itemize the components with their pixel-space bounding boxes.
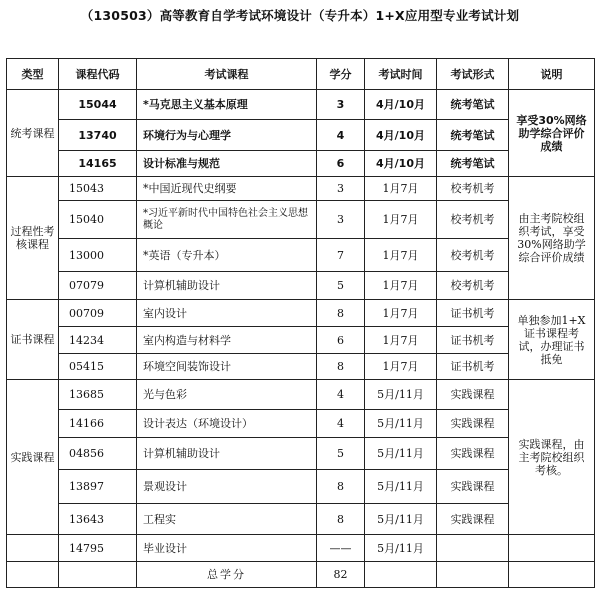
course-name: 室内构造与材料学 [137,327,317,354]
exam-form: 统考笔试 [437,90,509,120]
exam-time: 5月/11月 [365,438,437,470]
exam-form: 统考笔试 [437,120,509,151]
exam-form: 校考机考 [437,201,509,239]
exam-form [437,535,509,562]
category-cell: 实践课程 [7,380,59,535]
table-row [7,380,595,410]
header-category: 类型 [7,59,59,90]
total-empty-cell [7,562,59,588]
header-course-code: 课程代码 [59,59,137,90]
total-empty-cell [509,562,595,588]
exam-time: 5月/11月 [365,535,437,562]
course-code: 14795 [59,535,137,562]
course-name: 计算机辅助设计 [137,272,317,300]
total-row [7,562,595,588]
course-code: 04856 [59,438,137,470]
table-row [7,272,595,300]
table-row [7,239,595,272]
course-code: 00709 [59,300,137,327]
credit: 5 [317,438,365,470]
credit: 5 [317,272,365,300]
table-row [7,354,595,380]
credit: 3 [317,90,365,120]
table-row [7,90,595,120]
total-empty-cell [59,562,137,588]
header-exam-form: 考试形式 [437,59,509,90]
table-row [7,470,595,504]
credit: 8 [317,300,365,327]
total-empty-cell [437,562,509,588]
credit: —— [317,535,365,562]
header-credit: 学分 [317,59,365,90]
course-name: 计算机辅助设计 [137,438,317,470]
course-name: 室内设计 [137,300,317,327]
page-title: （130503）高等教育自学考试环境设计（专升本）1+X应用型专业考试计划 [80,8,520,23]
exam-form: 实践课程 [437,504,509,535]
exam-form: 实践课程 [437,470,509,504]
course-code: 14165 [59,151,137,177]
exam-form: 证书机考 [437,300,509,327]
course-code: 05415 [59,354,137,380]
credit: 6 [317,327,365,354]
exam-form: 实践课程 [437,380,509,410]
course-code: 14166 [59,410,137,438]
header-remark: 说明 [509,59,595,90]
course-code: 13685 [59,380,137,410]
exam-time: 4月/10月 [365,90,437,120]
course-name: *中国近现代史纲要 [137,177,317,201]
course-code: 13897 [59,470,137,504]
course-name: 毕业设计 [137,535,317,562]
exam-time: 5月/11月 [365,504,437,535]
credit: 8 [317,504,365,535]
table-row [7,300,595,327]
exam-time: 1月7月 [365,272,437,300]
exam-plan-table [6,58,595,588]
course-name: *马克思主义基本原理 [137,90,317,120]
table-row [7,438,595,470]
exam-time: 1月7月 [365,177,437,201]
credit: 7 [317,239,365,272]
remark-cell: 享受30%网络助学综合评价成绩 [509,90,595,177]
course-code: 15044 [59,90,137,120]
exam-form: 统考笔试 [437,151,509,177]
category-cell: 过程性考核课程 [7,177,59,300]
table-row [7,327,595,354]
exam-form: 校考机考 [437,177,509,201]
credit: 4 [317,410,365,438]
credit: 4 [317,380,365,410]
course-code: 13740 [59,120,137,151]
exam-time: 1月7月 [365,354,437,380]
course-name: 环境空间装饰设计 [137,354,317,380]
table-row [7,535,595,562]
table-row [7,201,595,239]
exam-form: 证书机考 [437,327,509,354]
course-name: 工程实 [137,504,317,535]
total-empty-cell [365,562,437,588]
credit: 4 [317,120,365,151]
exam-time: 5月/11月 [365,410,437,438]
course-code: 13000 [59,239,137,272]
exam-time: 5月/11月 [365,470,437,504]
exam-form: 校考机考 [437,272,509,300]
table-header-row [7,59,595,90]
category-cell: 统考课程 [7,90,59,177]
credit: 8 [317,470,365,504]
exam-form: 校考机考 [437,239,509,272]
exam-time: 1月7月 [365,327,437,354]
exam-time: 1月7月 [365,201,437,239]
table-row [7,177,595,201]
course-name: 设计标准与规范 [137,151,317,177]
total-credits-value: 82 [317,562,365,588]
credit: 3 [317,201,365,239]
course-code: 14234 [59,327,137,354]
table-row [7,151,595,177]
course-name: 光与色彩 [137,380,317,410]
remark-cell: 实践课程，由主考院校组织考核。 [509,380,595,535]
course-name: 设计表达（环境设计） [137,410,317,438]
credit: 8 [317,354,365,380]
exam-form: 证书机考 [437,354,509,380]
exam-time: 4月/10月 [365,151,437,177]
course-code: 07079 [59,272,137,300]
total-credits-label: 总学分 [137,562,317,588]
remark-cell: 单独参加1+X证书课程考试，办理证书抵免 [509,300,595,380]
course-name: 环境行为与心理学 [137,120,317,151]
course-name: *英语（专升本） [137,239,317,272]
header-exam-time: 考试时间 [365,59,437,90]
table-row [7,504,595,535]
course-code: 13643 [59,504,137,535]
course-name: 景观设计 [137,470,317,504]
exam-time: 5月/11月 [365,380,437,410]
exam-form: 实践课程 [437,410,509,438]
table-row [7,410,595,438]
header-course-name: 考试课程 [137,59,317,90]
credit: 3 [317,177,365,201]
exam-time: 4月/10月 [365,120,437,151]
remark-cell: 由主考院校组织考试，享受30%网络助学综合评价成绩 [509,177,595,300]
remark-cell-empty [509,535,595,562]
course-name: *习近平新时代中国特色社会主义思想概论 [137,201,317,239]
course-code: 15040 [59,201,137,239]
category-cell-empty [7,535,59,562]
course-code: 15043 [59,177,137,201]
exam-time: 1月7月 [365,300,437,327]
category-cell: 证书课程 [7,300,59,380]
credit: 6 [317,151,365,177]
exam-time: 1月7月 [365,239,437,272]
exam-form: 实践课程 [437,438,509,470]
table-row [7,120,595,151]
